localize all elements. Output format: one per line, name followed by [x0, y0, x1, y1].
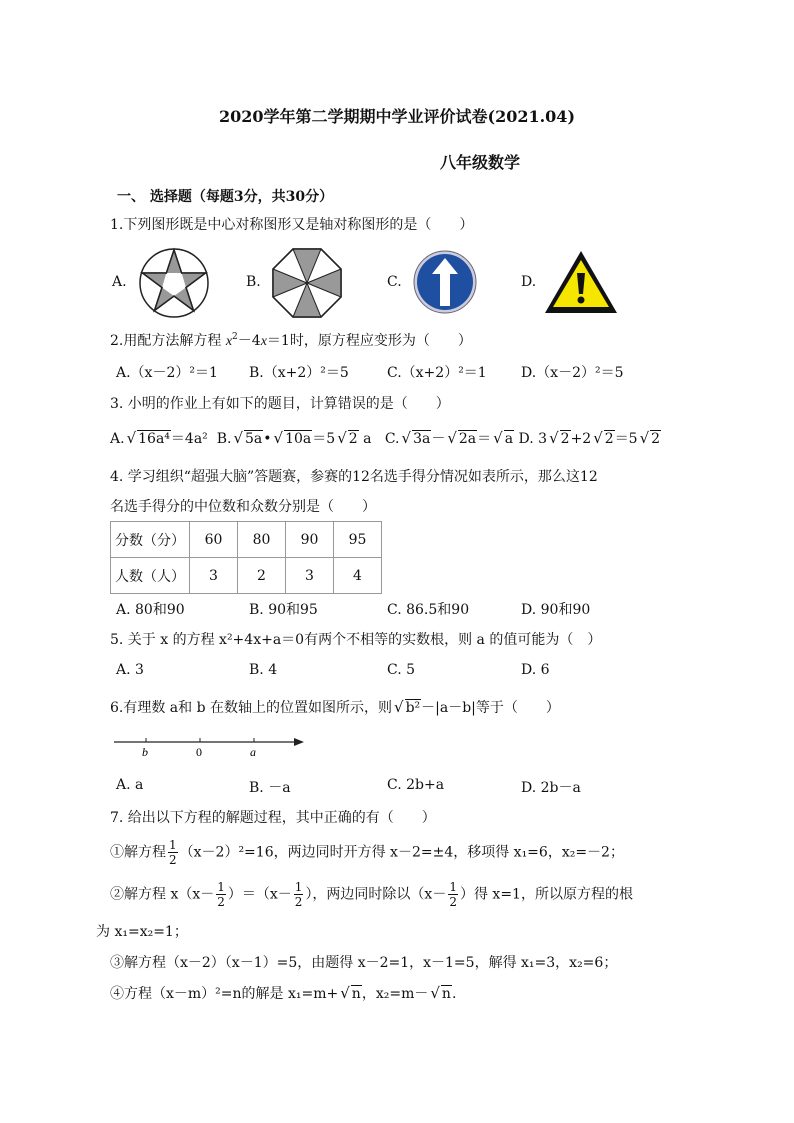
q2-option-d: D.（x－2）²＝5: [521, 365, 624, 381]
q1-stem: 1.下列图形既是中心对称图形又是轴对称图形的是（ ）: [110, 217, 474, 233]
q7-stem: 7. 给出以下方程的解题过程，其中正确的有（ ）: [110, 810, 436, 826]
q4-stem-line2: 名选手得分的中位数和众数分别是（ ）: [110, 499, 376, 515]
q6-stem: 6.有理数 a和 b 在数轴上的位置如图所示，则 √ b²－|a－b|等于（ ）: [110, 698, 560, 716]
table-cell: 2: [238, 558, 286, 594]
table-cell: 60: [190, 522, 238, 558]
q4-stem-line1: 4. 学习组织“超强大脑”答题赛，参赛的12名选手得分情况如表所示，那么这12: [110, 469, 598, 485]
warning-triangle-icon: [543, 249, 619, 315]
table-cell: 分数（分）: [111, 522, 190, 558]
q6-option-b: B. －a: [249, 780, 291, 796]
q7-statement-4: ④方程（x－m）²=n的解是 x₁=m+ √ n，x₂=m－ √ n.: [110, 984, 457, 1002]
q5-option-c: C. 5: [387, 662, 416, 678]
table-cell: 3: [190, 558, 238, 594]
section-heading: 一、 选择题（每题3分，共30分）: [117, 189, 334, 205]
page-subtitle: 八年级数学: [440, 153, 521, 172]
axis-label-a: a: [250, 745, 256, 759]
table-cell: 95: [334, 522, 382, 558]
q5-option-b: B. 4: [249, 662, 278, 678]
q5-stem: 5. 关于 x 的方程 x²+4x+a＝0有两个不相等的实数根，则 a 的值可能为（ ）: [110, 632, 602, 648]
q1-option-d-label: D.: [521, 274, 537, 290]
q3-options: A. √ 16a⁴＝4a² B. √ 5a• √ 10a＝5 √ 2 a C. √ 3a－ √ 2a＝ √ a D. 3 √ 2+2 √ 2＝5 √ 2: [110, 429, 661, 447]
q6-option-d: D. 2b－a: [521, 780, 581, 796]
q1-option-b-label: B.: [246, 274, 261, 290]
q2-stem: 2.用配方法解方程 $x^2-4x=1$时，原方程应变形为（ ）: [110, 332, 472, 349]
score-table: [110, 521, 382, 594]
number-line-figure: [112, 734, 308, 760]
q2-option-c: C.（x+2）²＝1: [387, 365, 487, 381]
q4-option-d: D. 90和90: [521, 602, 591, 618]
table-cell: 人数（人）: [111, 558, 190, 594]
axis-label-zero: 0: [196, 745, 202, 759]
q6-option-a: A. a: [116, 777, 144, 793]
q5-option-d: D. 6: [521, 662, 550, 678]
q5-option-a: A. 3: [116, 662, 144, 678]
q4-option-a: A. 80和90: [116, 602, 185, 618]
table-cell: 3: [286, 558, 334, 594]
q1-option-a-label: A.: [112, 274, 127, 290]
table-row: [111, 558, 382, 594]
q3-stem: 3. 小明的作业上有如下的题目，计算错误的是（ ）: [110, 396, 450, 412]
q7-statement-1: ①解方程 $\frac{1}{2}$ （x－2）²=16，两边同时开方得 x－2=±4，移项得 x₁=6，x₂=－2；: [110, 838, 624, 867]
q1-option-c-label: C.: [387, 274, 402, 290]
table-cell: 4: [334, 558, 382, 594]
q2-option-b: B.（x+2）²＝5: [249, 365, 349, 381]
q7-statement-3: ③解方程（x－2）（x－1）=5，由题得 x－2=1，x－1=5，解得 x₁=3，x₂=6；: [110, 955, 618, 971]
q7-statement-2-cont: 为 x₁=x₂=1；: [96, 924, 188, 940]
q4-option-b: B. 90和95: [249, 602, 318, 618]
axis-label-b: b: [142, 745, 148, 759]
star-in-circle-icon: [138, 247, 210, 319]
table-cell: 80: [238, 522, 286, 558]
q7-statement-2: ②解方程 x（x－ $\frac{1}{2}$ ）＝（x－ $\frac{1}{2}$ ），两边同时除以（x－ $\frac{1}{2}$ ）得 x=1，所以原方程的根: [110, 880, 633, 909]
q2-option-a: A.（x－2）²＝1: [116, 365, 218, 381]
q6-option-c: C. 2b+a: [387, 777, 445, 793]
table-row: [111, 522, 382, 558]
octagon-sectors-icon: [271, 247, 343, 319]
table-cell: 90: [286, 522, 334, 558]
up-arrow-sign-icon: [413, 250, 477, 314]
q4-option-c: C. 86.5和90: [387, 602, 470, 618]
page-title: 2020学年第二学期期中学业评价试卷(2021.04): [218, 107, 576, 126]
